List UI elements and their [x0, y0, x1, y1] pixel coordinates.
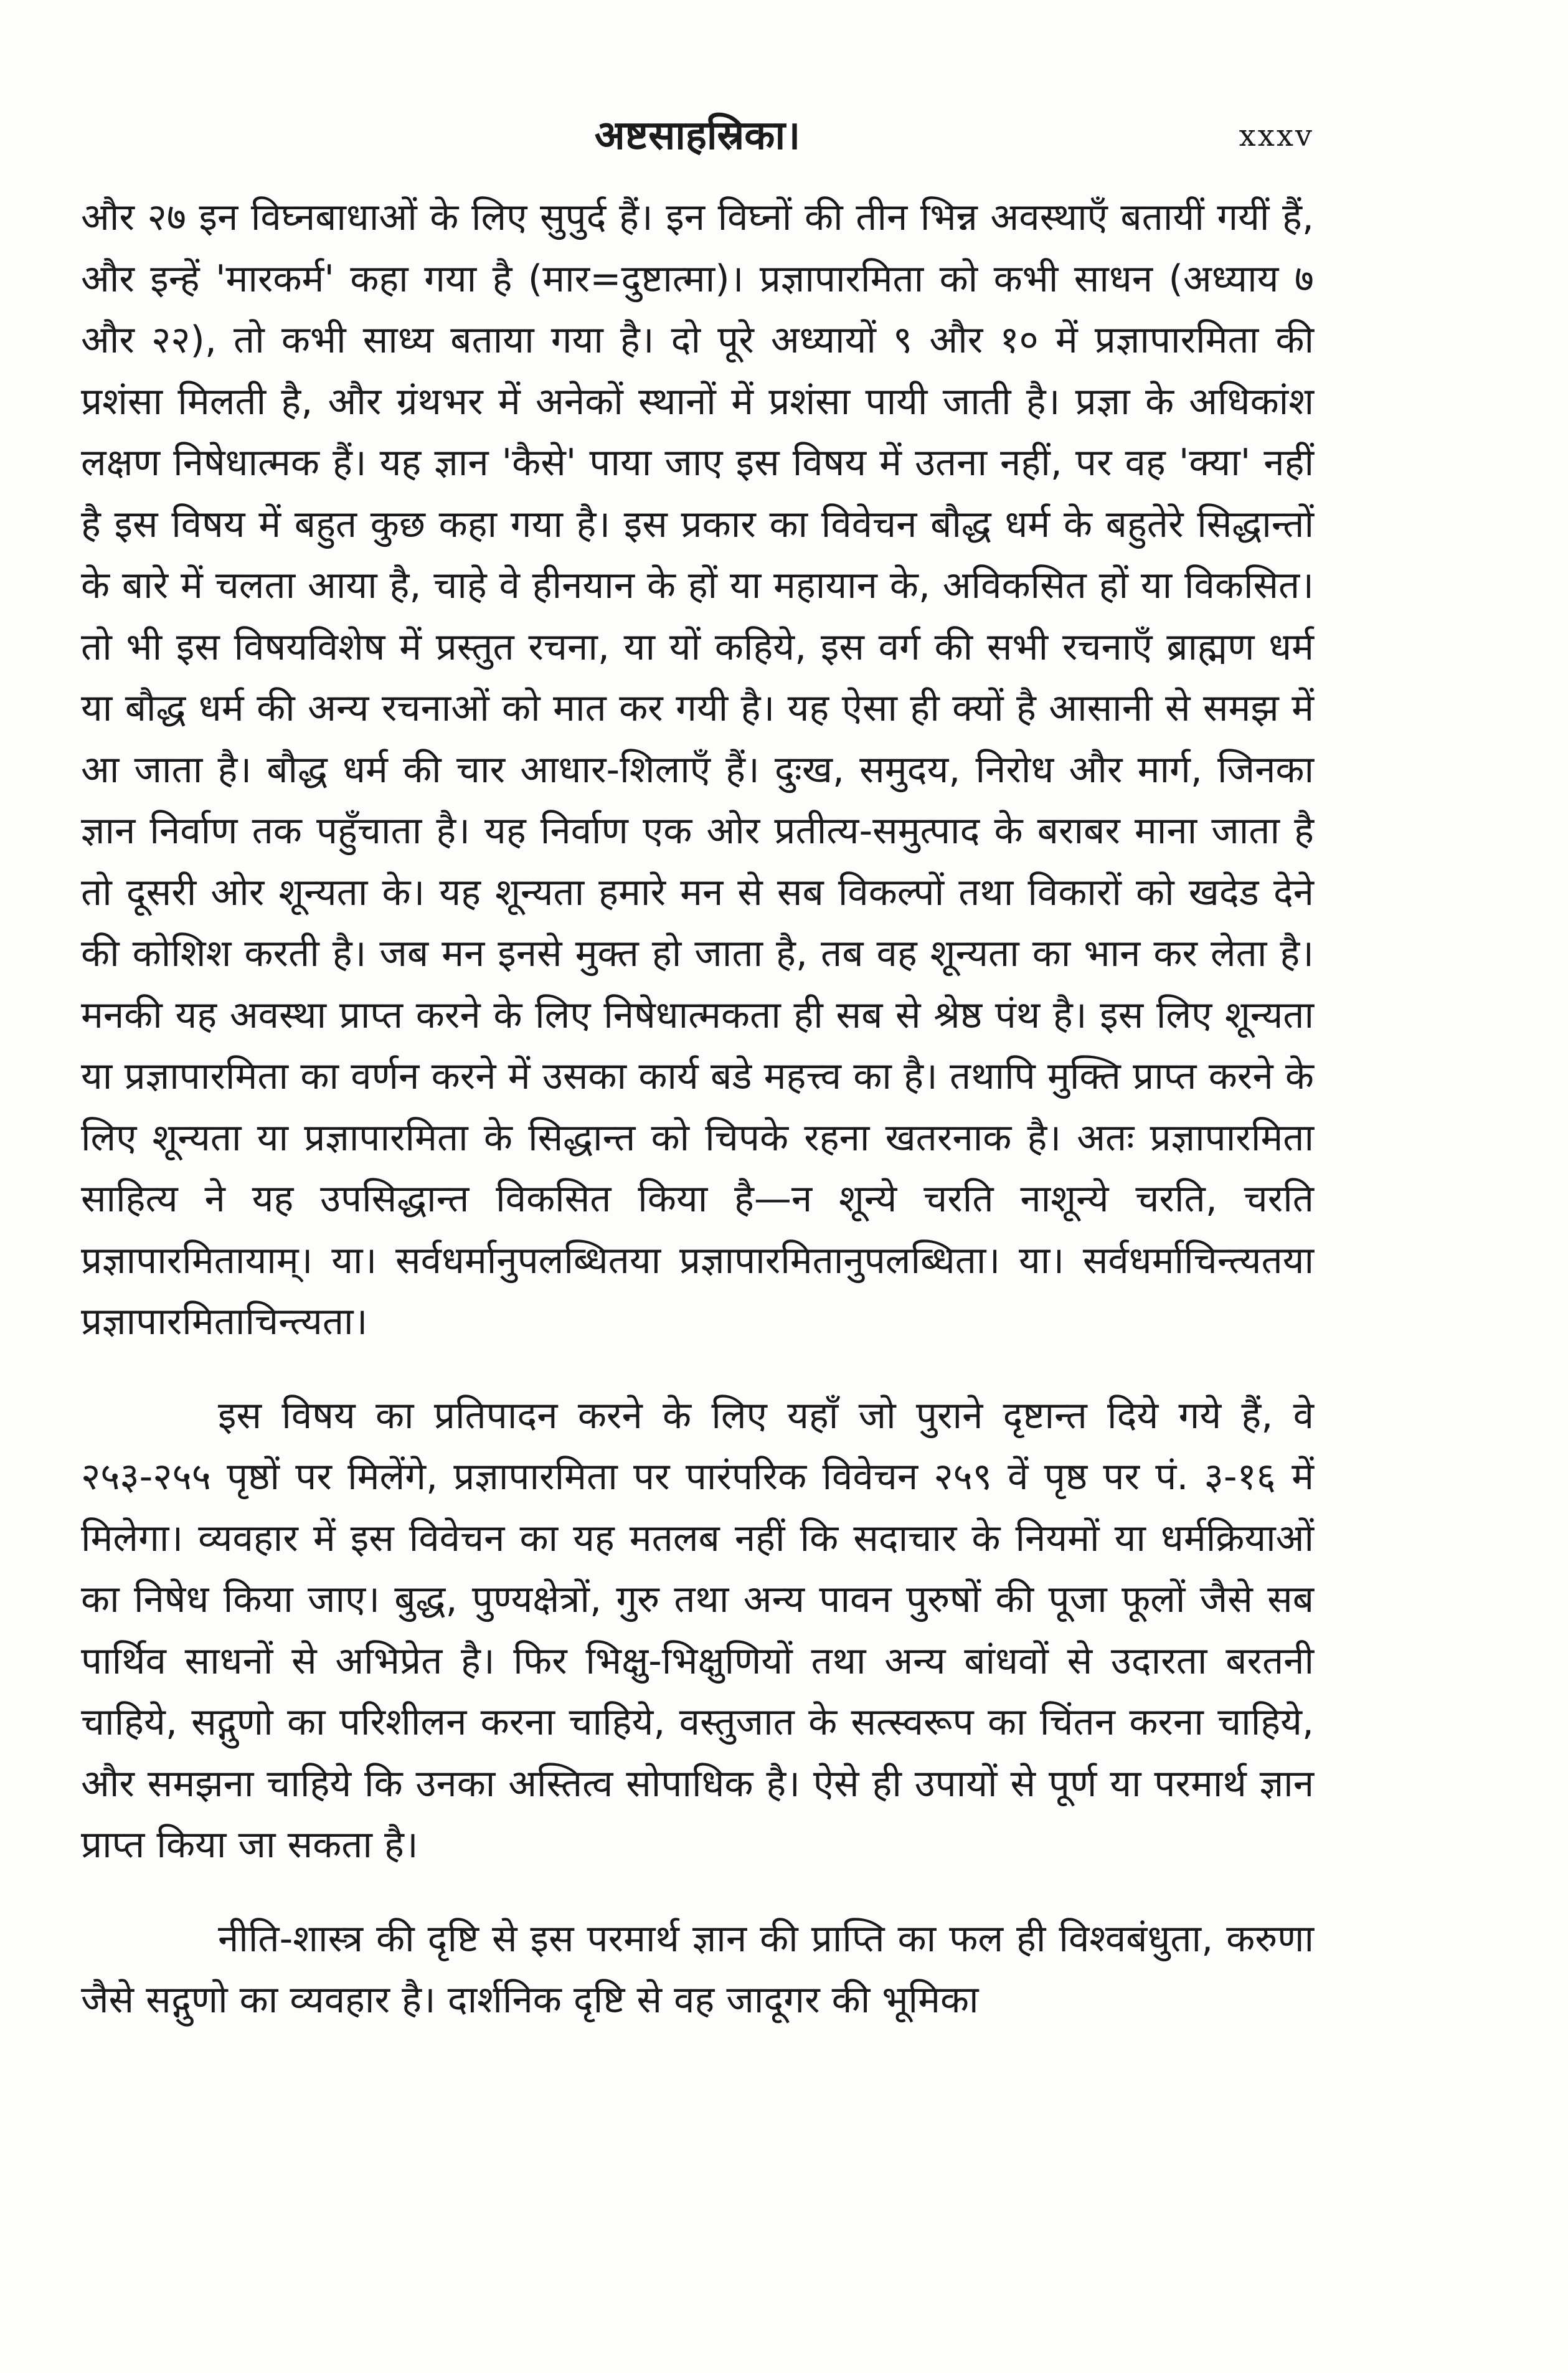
paragraph-2: इस विषय का प्रतिपादन करने के लिए यहाँ जो पुराने दृष्टान्त दिये गये हैं, वे २५३-२५५ पृष्ठों पर मिलेंगे, प्रज्ञापारमिता पर पारंपरिक विवेचन २५९ वें पृष्ठ पर पं. ३-१६ में मिलेगा। व्यवहार में इस विवेचन का यह मतलब नहीं कि सदाचार के नियमों या धर्मक्रियाओं का निषेध किया जाए। बुद्ध, पुण्यक्षेत्रों, गुरु तथा अन्य पावन पुरुषों की पूजा फूलों जैसे सब पार्थिव साधनों से अभिप्रेत है। फिर भिक्षु-भिक्षुणियों तथा अन्य बांधवों से उदारता बरतनी चाहिये, सद्गुणो का परिशीलन करना चाहिये, वस्तुजात के सत्स्वरूप का चिंतन करना चाहिये, और समझना चाहिये कि उनका अस्तित्व सोपाधिक है। ऐसे ही उपायों से पूर्ण या परमार्थ ज्ञान प्राप्त किया जा सकता है।	[81, 1393, 1314, 1867]
running-title: अष्टसाहस्रिका।	[594, 113, 801, 159]
paragraph-3: नीति-शास्त्र की दृष्टि से इस परमार्थ ज्ञान की प्राप्ति का फल ही विश्वबंधुता, करुणा जैसे सद्गुणो का व्यवहार है। दार्शनिक दृष्टि से वह जादूगर की भूमिका	[81, 1916, 1314, 2022]
body-text	[81, 187, 1314, 2031]
page-number: xxxv	[1239, 118, 1314, 153]
page-header	[81, 111, 1314, 161]
paragraph-1: और २७ इन विघ्नबाधाओं के लिए सुपुर्द हैं। इन विघ्नों की तीन भिन्न अवस्थाएँ बतायीं गयीं हैं, और इन्हें 'मारकर्म' कहा गया है (मार=दुष्टात्मा)। प्रज्ञापारमिता को कभी साधन (अध्याय ७ और २२), तो कभी साध्य बताया गया है। दो पूरे अध्यायों ९ और १० में प्रज्ञापारमिता की प्रशंसा मिलती है, और ग्रंथभर में अनेकों स्थानों में प्रशंसा पायी जाती है। प्रज्ञा के अधिकांश लक्षण निषेधात्मक हैं। यह ज्ञान 'कैसे' पाया जाए इस विषय में उतना नहीं, पर वह 'क्या' नहीं है इस विषय में बहुत कुछ कहा गया है। इस प्रकार का विवेचन बौद्ध धर्म के बहुतेरे सिद्धान्तों के बारे में चलता आया है, चाहे वे हीनयान के हों या महायान के, अविकसित हों या विकसित। तो भी इस विषयविशेष में प्रस्तुत रचना, या यों कहिये, इस वर्ग की सभी रचनाएँ ब्राह्मण धर्म या बौद्ध धर्म की अन्य रचनाओं को मात कर गयी है। यह ऐसा ही क्यों है आसानी से समझ में आ जाता है। बौद्ध धर्म की चार आधार-शिलाएँ हैं। दुःख, समुदय, निरोध और मार्ग, जिनका ज्ञान निर्वाण तक पहुँचाता है। यह निर्वाण एक ओर प्रतीत्य-समुत्पाद के बराबर माना जाता है तो दूसरी ओर शून्यता के। यह शून्यता हमारे मन से सब विकल्पों तथा विकारों को खदेड देने की कोशिश करती है। जब मन इनसे मुक्त हो जाता है, तब वह शून्यता का भान कर लेता है। मनकी यह अवस्था प्राप्त करने के लिए निषेधात्मकता ही सब से श्रेष्ठ पंथ है। इस लिए शून्यता या प्रज्ञापारमिता का वर्णन करने में उसका कार्य बडे महत्त्व का है। तथापि मुक्ति प्राप्त करने के लिए शून्यता या प्रज्ञापारमिता के सिद्धान्त को चिपके रहना खतरनाक है। अतः प्रज्ञापारमिता साहित्य ने यह उपसिद्धान्त विकसित किया है—न शून्ये चरति नाशून्ये चरति, चरति प्रज्ञापारमितायाम्। या। सर्वधर्मानुपलब्धितया प्रज्ञापारमितानुपलब्धिता। या। सर्वधर्माचिन्त्यतया प्रज्ञापारमिताचिन्त्यता।	[81, 196, 1314, 1343]
